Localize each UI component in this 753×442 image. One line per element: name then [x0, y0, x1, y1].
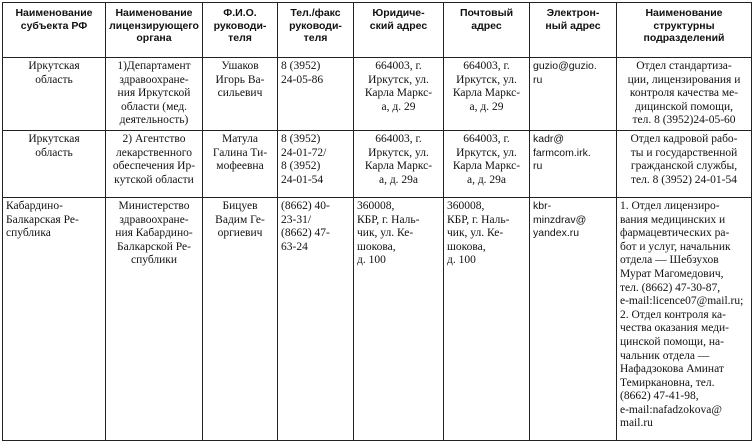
cell-organ: 1)Департамент здравоохране- ния Иркутской области (мед. деятельность): [106, 58, 203, 131]
cell-organ: 2) Агентство лекарственного обеспечения Ир- кутской области: [106, 130, 203, 197]
header-email: Электрон- ный адрес: [530, 3, 617, 58]
cell-legal-address: 360008, КБР, г. Наль- чик, ул. Ке- шокова, д. 100: [354, 197, 444, 440]
cell-head: Бицуев Вадим Ге- оргиевич: [203, 197, 278, 440]
cell-phone: 8 (3952) 24-05-86: [278, 58, 354, 131]
cell-phone: 8 (3952) 24-01-72/ 8 (3952) 24-01-54: [278, 130, 354, 197]
cell-organ: Министерство здравоохране- ния Кабардино- Балкарской Ре- спублики: [106, 197, 203, 440]
cell-head: Матула Галина Ти- мофеевна: [203, 130, 278, 197]
cell-divisions: 1. Отдел лицензиро- вания медицинских и фармацевтических ра- бот и услуг, начальник отдела — Шебзухов Мурат Магомедович, тел. (8662) 47-30-87, e-mail:licence07@mail.ru; 2. Отдел контроля ка- чества оказания меди- цинской помощи, на- чальник отдела — Нафадзокова Аминат Темиркановна, тел. (8662) 47-41-98, e-mail:nafadzokova@ mail.ru: [617, 197, 752, 440]
cell-email: kadr@ farmcom.irk. ru: [530, 130, 617, 197]
cell-divisions: Отдел кадровой рабо- ты и государственной гражданской службы, тел. 8 (3952) 24-01-54: [617, 130, 752, 197]
table-row: [3, 58, 752, 131]
cell-postal-address: 360008, КБР, г. Наль- чик, ул. Ке- шокова, д. 100: [444, 197, 530, 440]
cell-subject: Кабардино- Балкарская Ре- спублика: [3, 197, 106, 440]
header-postal-address: Почтовый адрес: [444, 3, 530, 58]
licensing-authorities-table: [2, 2, 752, 441]
cell-subject: Иркутская область: [3, 58, 106, 131]
cell-legal-address: 664003, г. Иркутск, ул. Карла Маркс- а, д. 29: [354, 58, 444, 131]
cell-phone: (8662) 40- 23-31/ (8662) 47- 63-24: [278, 197, 354, 440]
header-phone: Тел./факс руководи- теля: [278, 3, 354, 58]
cell-legal-address: 664003, г. Иркутск, ул. Карла Маркс- а, д. 29а: [354, 130, 444, 197]
header-divisions: Наименование структурны подразделений: [617, 3, 752, 58]
table-row: [3, 197, 752, 440]
cell-email: kbr- minzdrav@ yandex.ru: [530, 197, 617, 440]
header-subject: Наименование субъекта РФ: [3, 3, 106, 58]
cell-head: Ушаков Игорь Ва- сильевич: [203, 58, 278, 131]
cell-postal-address: 664003, г. Иркутск, ул. Карла Маркс- а, д. 29а: [444, 130, 530, 197]
cell-divisions: Отдел стандартиза- ции, лицензирования и контроля качества ме- дицинской помощи, тел. 8 (3952)24-05-60: [617, 58, 752, 131]
header-organ: Наименование лицензирующего органа: [106, 3, 203, 58]
table-row: [3, 130, 752, 197]
header-row: [3, 3, 752, 58]
cell-postal-address: 664003, г. Иркутск, ул. Карла Маркс- а, д. 29: [444, 58, 530, 131]
header-head: Ф.И.О. руководи- теля: [203, 3, 278, 58]
header-legal-address: Юридиче- ский адрес: [354, 3, 444, 58]
cell-subject: Иркутская область: [3, 130, 106, 197]
cell-email: guzio@guzio. ru: [530, 58, 617, 131]
